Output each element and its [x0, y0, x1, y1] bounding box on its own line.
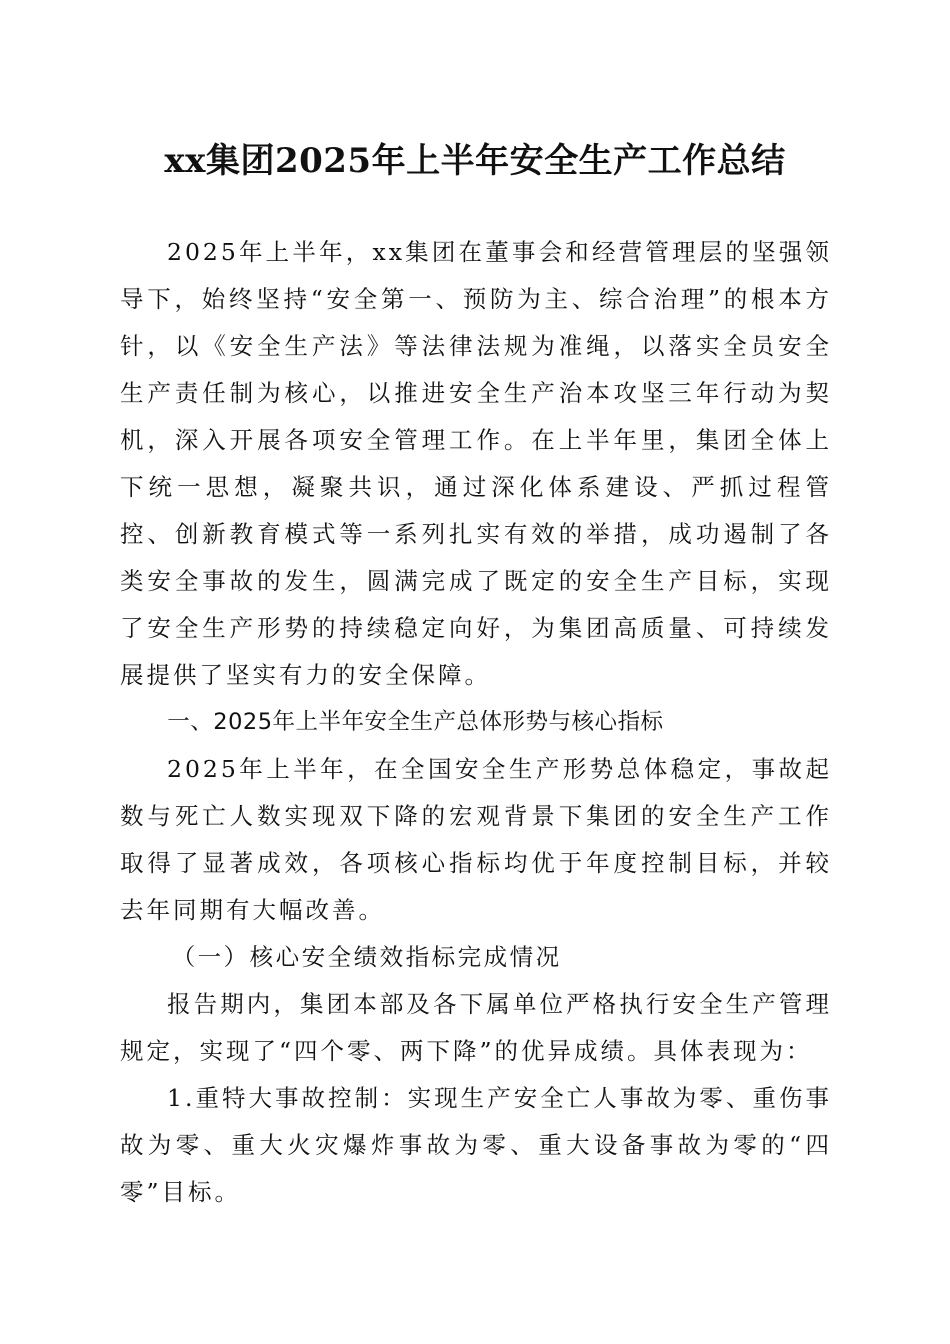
subsection-1-heading: （一）核心安全绩效指标完成情况 — [171, 943, 562, 971]
list-item-1: 1.重特大事故控制：实现生产安全亡人事故为零、重伤事故为零、重大火灾爆炸事故为零、重大设备事故为零的“四零”目标。 — [120, 1084, 832, 1206]
section-1-paragraph: 2025年上半年，在全国安全生产形势总体稳定，事故起数与死亡人数实现双下降的宏观背景下集团的安全生产工作取得了显著成效，各项核心指标均优于年度控制目标，并较去年同期有大幅改善。 — [120, 755, 832, 924]
intro-paragraph: 2025年上半年，xx集团在董事会和经营管理层的坚强领导下，始终坚持“安全第一、预防为主、综合治理”的根本方针，以《安全生产法》等法律法规为准绳，以落实全员安全生产责任制为核心，以推进安全生产治本攻坚三年行动为契机，深入开展各项安全管理工作。在上半年里，集团全体上下统一思想，凝聚共识，通过深化体系建设、严抓过程管控、创新教育模式等一系列扎实有效的举措，成功遏制了各类安全事故的发生，圆满完成了既定的安全生产目标，实现了安全生产形势的持续稳定向好，为集团高质量、可持续发展提供了坚实有力的安全保障。 — [120, 238, 832, 689]
section-1-heading: 一、2025年上半年安全生产总体形势与核心指标 — [167, 709, 664, 735]
document-body — [120, 229, 832, 1216]
subsection-1-paragraph: 报告期内，集团本部及各下属单位严格执行安全生产管理规定，实现了“四个零、两下降”的优异成绩。具体表现为： — [120, 990, 832, 1065]
document-title: xx集团2025年上半年安全生产工作总结 — [164, 141, 786, 181]
